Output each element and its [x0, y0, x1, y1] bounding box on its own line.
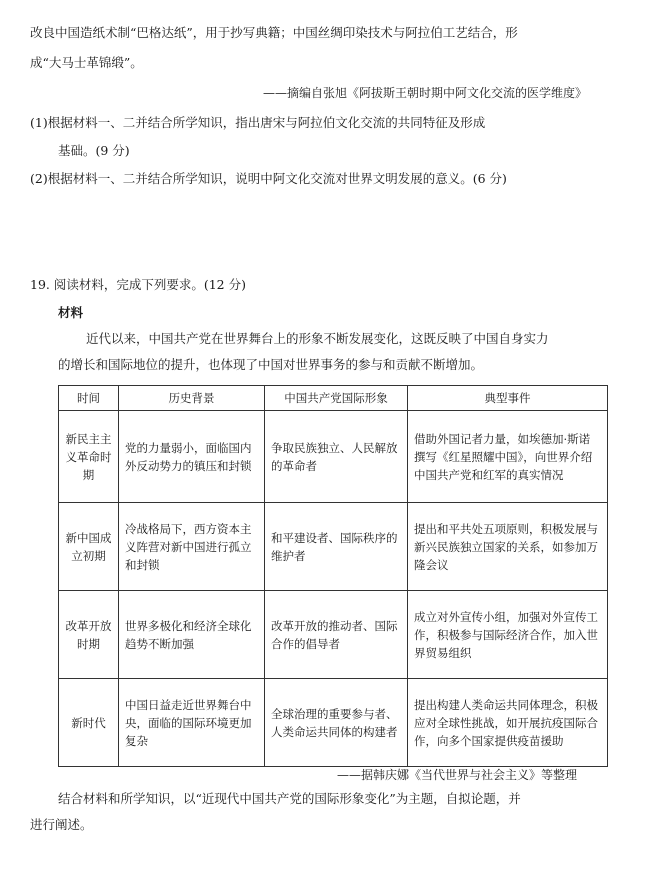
question-1-line-1: (1)根据材料一、二并结合所学知识，指出唐宋与阿拉伯文化交流的共同特征及形成: [30, 115, 486, 130]
question-1-line-2: 基础。(9 分): [58, 143, 130, 158]
question-19-title: 19. 阅读材料，完成下列要求。(12 分): [30, 277, 246, 292]
task-line-2: 进行阐述。: [30, 817, 93, 832]
material-label: 材料: [58, 305, 84, 320]
table-row: [59, 591, 608, 679]
table-row: [59, 411, 608, 503]
table-row: [59, 503, 608, 591]
table-header-cell: 中国共产党国际形象: [265, 386, 408, 411]
intro-line-1: 近代以来，中国共产党在世界舞台上的形象不断发展变化，这既反映了中国自身实力: [86, 331, 549, 346]
table-cell-period: 新中国成立初期: [59, 503, 119, 591]
table-cell-period: 新时代: [59, 679, 119, 767]
table-cell-background: 冷战格局下，西方资本主义阵营对新中国进行孤立和封锁: [119, 503, 265, 591]
material-line-2: 成“大马士革锦缎”。: [30, 55, 143, 70]
table-header-cell: 典型事件: [408, 386, 608, 411]
table-cell-image: 改革开放的推动者、国际合作的倡导者: [265, 591, 408, 679]
cpc-image-table: [58, 385, 608, 767]
table-header-cell: 时间: [59, 386, 119, 411]
table-header-row: [59, 386, 608, 411]
table-cell-event: 借助外国记者力量，如埃德加·斯诺撰写《红星照耀中国》，向世界介绍中国共产党和红军的真实情况: [408, 411, 608, 503]
material-source: ——摘编自张旭《阿拔斯王朝时期中阿文化交流的医学维度》: [263, 86, 588, 100]
table-cell-event: 提出构建人类命运共同体理念，积极应对全球性挑战，如开展抗疫国际合作，向多个国家提供疫苗援助: [408, 679, 608, 767]
table-row: [59, 679, 608, 767]
table-header-cell: 历史背景: [119, 386, 265, 411]
intro-line-2: 的增长和国际地位的提升，也体现了中国对世界事务的参与和贡献不断增加。: [58, 357, 484, 372]
table-cell-image: 和平建设者、国际秩序的维护者: [265, 503, 408, 591]
material-line-1: 改良中国造纸术制“巴格达纸”，用于抄写典籍；中国丝绸印染技术与阿拉伯工艺结合，形: [30, 25, 518, 40]
question-2: (2)根据材料一、二并结合所学知识，说明中阿文化交流对世界文明发展的意义。(6 分): [30, 171, 507, 186]
table-cell-background: 中国日益走近世界舞台中央，面临的国际环境更加复杂: [119, 679, 265, 767]
table-cell-background: 世界多极化和经济全球化趋势不断加强: [119, 591, 265, 679]
table-cell-period: 新民主主义革命时期: [59, 411, 119, 503]
table-cell-image: 争取民族独立、人民解放的革命者: [265, 411, 408, 503]
table-cell-period: 改革开放时期: [59, 591, 119, 679]
table-cell-background: 党的力量弱小，面临国内外反动势力的镇压和封锁: [119, 411, 265, 503]
table-cell-event: 提出和平共处五项原则，积极发展与新兴民族独立国家的关系，如参加万隆会议: [408, 503, 608, 591]
table-cell-event: 成立对外宣传小组，加强对外宣传工作，积极参与国际经济合作，加入世界贸易组织: [408, 591, 608, 679]
task-line-1: 结合材料和所学知识，以“近现代中国共产党的国际形象变化”为主题，自拟论题，并: [58, 791, 521, 806]
table-source: ——据韩庆娜《当代世界与社会主义》等整理: [337, 768, 578, 782]
table-cell-image: 全球治理的重要参与者、人类命运共同体的构建者: [265, 679, 408, 767]
